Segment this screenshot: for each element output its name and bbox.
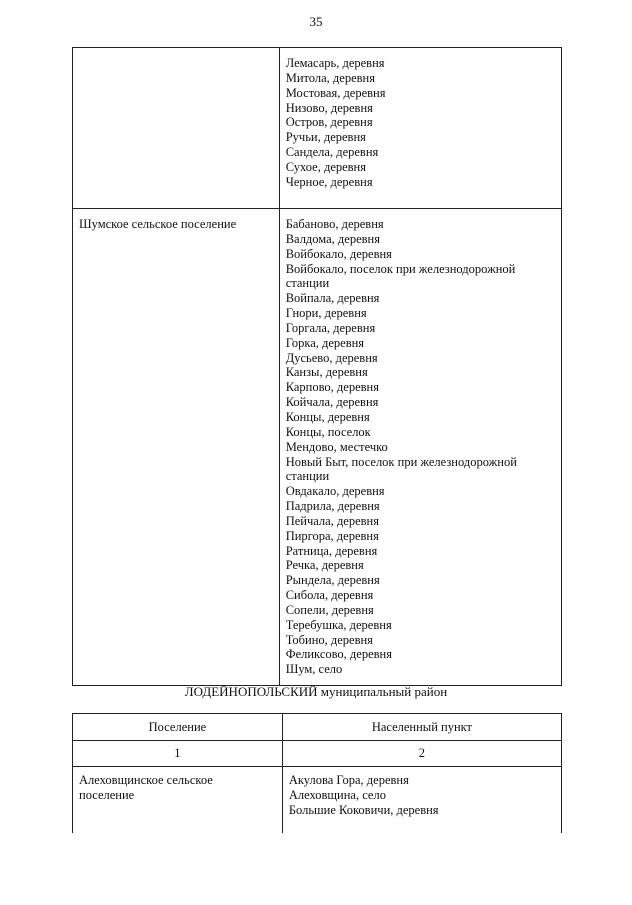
place-item: Ручьи, деревня: [285, 130, 366, 145]
place-item: Алеховщина, село: [288, 787, 386, 802]
place-item: Сандела, деревня: [285, 145, 379, 160]
place-item: Сопели, деревня: [285, 602, 374, 617]
settlement-name: Алеховщинское сельское: [79, 773, 213, 787]
place-item: Канзы, деревня: [285, 365, 368, 380]
place-item: Большие Коковичи, деревня: [288, 802, 439, 817]
column-header-settlement: Поселение: [73, 714, 283, 741]
place-item: Речка, деревня: [285, 558, 364, 573]
place-item: Пиргора, деревня: [285, 528, 379, 543]
place-item: Акулова Гора, деревня: [288, 773, 409, 787]
place-item: Пейчала, деревня: [285, 513, 379, 528]
place-item: Рындела, деревня: [285, 573, 380, 588]
place-item: Дусьево, деревня: [285, 350, 378, 365]
district-heading: ЛОДЕЙНОПОЛЬСКИЙ муниципальный район: [184, 684, 448, 699]
place-item: Митола, деревня: [285, 70, 375, 85]
place-item: Войбокало, поселок при железнодорожной: [285, 261, 516, 276]
places-cell: [282, 767, 561, 834]
place-item: Горгала, деревня: [285, 320, 376, 335]
settlements-table-continued: [72, 47, 562, 686]
place-item: Низово, деревня: [285, 100, 373, 115]
place-item: Валдома, деревня: [285, 231, 380, 246]
place-item: Шум, село: [285, 662, 343, 677]
place-item: Мостовая, деревня: [285, 85, 386, 100]
place-item: Падрила, деревня: [285, 499, 380, 514]
place-item: Черное, деревня: [285, 174, 373, 189]
settlement-name: поселение: [79, 787, 135, 802]
settlement-cell: [73, 767, 283, 834]
place-item: Ратница, деревня: [285, 543, 378, 558]
place-item: Новый Быт, поселок при железнодорожной: [285, 454, 517, 469]
place-item: Карпово, деревня: [285, 380, 379, 395]
place-item: станции: [285, 469, 330, 484]
place-item: Лемасарь, деревня: [285, 56, 385, 70]
settlement-cell: [73, 209, 280, 686]
place-item: Концы, деревня: [285, 409, 370, 424]
place-item: Бабаново, деревня: [285, 217, 384, 231]
place-item: Концы, поселок: [285, 424, 371, 439]
place-item: Сухое, деревня: [285, 159, 367, 174]
place-item: Войбокало, деревня: [285, 246, 392, 261]
table-row: [73, 767, 562, 834]
place-item: Гнори, деревня: [285, 306, 367, 321]
place-item: Койчала, деревня: [285, 395, 379, 410]
places-cell: [279, 48, 561, 209]
column-number: 2: [282, 741, 561, 767]
place-item: Теребушка, деревня: [285, 617, 392, 632]
page-number: 35: [309, 14, 323, 29]
header-row: [73, 714, 562, 741]
column-number-row: [73, 741, 562, 767]
place-item: Горка, деревня: [285, 335, 365, 350]
place-item: Мендово, местечко: [285, 439, 388, 454]
settlements-table: [72, 713, 562, 833]
column-number: 1: [73, 741, 283, 767]
column-header-place: Населенный пункт: [282, 714, 561, 741]
place-item: Овдакало, деревня: [285, 484, 385, 499]
place-item: Тобино, деревня: [285, 632, 373, 647]
places-cell: [279, 209, 561, 686]
table-row: [73, 48, 562, 209]
place-item: Сибола, деревня: [285, 588, 374, 603]
table-row: [73, 209, 562, 686]
settlement-name: Шумское сельское поселение: [79, 217, 237, 231]
place-item: Остров, деревня: [285, 115, 373, 130]
settlement-cell: [73, 48, 280, 209]
place-item: станции: [285, 276, 330, 291]
place-item: Феликсово, деревня: [285, 647, 392, 662]
place-item: Войпала, деревня: [285, 291, 380, 306]
